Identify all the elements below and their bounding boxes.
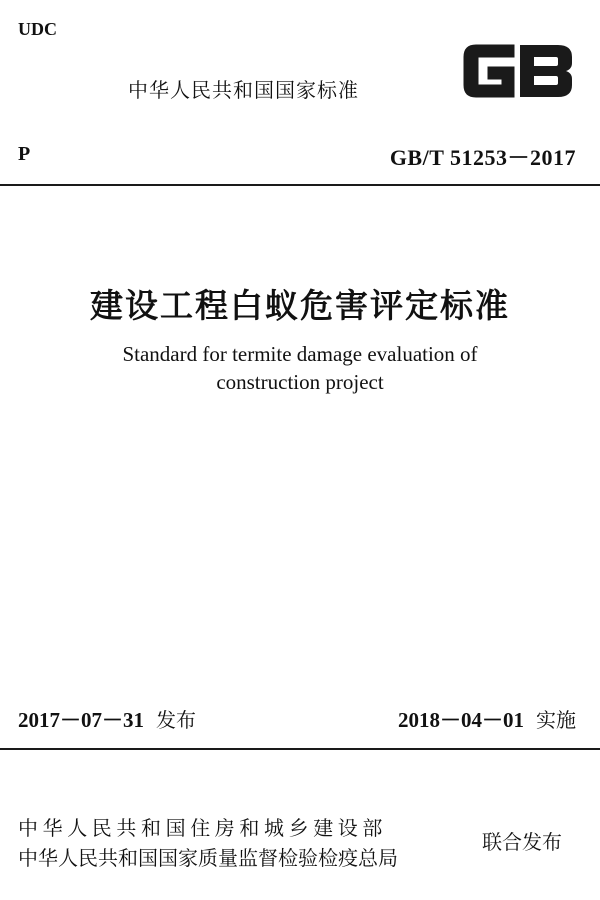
top-divider [0,184,600,186]
joint-issue-label: 联合发布 [482,830,562,854]
title-english-line-1: Standard for termite damage evaluation of [122,342,478,366]
implement-date: 2018－04－01 [398,708,524,732]
issue-date-block [18,704,196,734]
title-english [0,340,600,396]
category-code: P [18,143,31,165]
national-standard-heading: 中华人民共和国国家标准 [128,78,359,102]
issue-date: 2017－07－31 [18,708,144,732]
udc-label: UDC [18,19,57,39]
title-chinese: 建设工程白蚁危害评定标准 [90,286,510,325]
issue-label: 发布 [156,708,196,732]
title-english-line-2: construction project [216,370,384,394]
issuer-quality-administration: 中华人民共和国国家质量监督检验检疫总局 [18,846,398,870]
implement-date-block [398,704,576,734]
issuer-ministry-housing: 中华人民共和国住房和城乡建设部 [18,816,387,840]
gb-logo [458,39,578,103]
bottom-divider [0,748,600,750]
standard-number: GB/T 51253－2017 [389,145,576,170]
implement-label: 实施 [536,708,576,732]
